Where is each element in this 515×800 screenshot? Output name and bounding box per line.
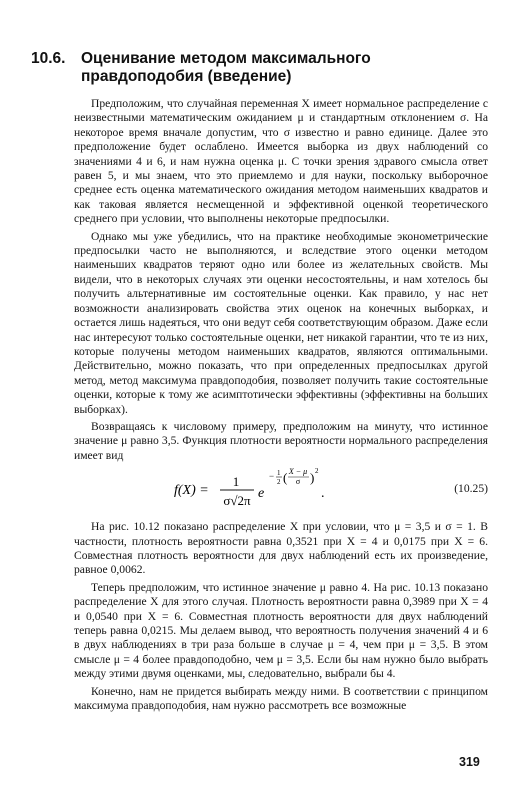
page-number: 319: [459, 755, 480, 769]
paragraph: Возвращаясь к числовому примеру, предположим на минуту, что истинное значение μ равно 3,5. Функция плотности вероятности нормального распределения имеет вид: [74, 419, 488, 462]
equation-number: (10.25): [454, 482, 488, 496]
formula-numerator: 1: [232, 474, 240, 490]
density-formula: [74, 467, 488, 513]
exp-minus: −: [269, 471, 275, 482]
section-number: 10.6.: [31, 50, 66, 67]
formula-graphic: [174, 467, 404, 513]
paragraph: На рис. 10.12 показано распределение X при условии, что μ = 3,5 и σ = 1. В частности, плотность вероятности равна 0,3521 при X = 4 и 0,0175 при X = 6. Совместная плотность вероятности для двух наблюдений есть их произведение, равное 0,0062.: [74, 520, 488, 577]
section-body: [74, 97, 488, 716]
paragraph: Однако мы уже убедились, что на практике необходимые эконометрические предпосылки часто не выполняются, и вследствие этого оценки методом наименьших квадратов теряют одно или более из желательных свойств. Мы видели, что в некоторых случаях эти оценки несостоятельны, и нам хотелось бы получить альтернативные им состоятельные оценки. Как правило, у нас нет возможности анализировать свойства этих оценок на конечных выборках, и остается лишь надеяться, что они ведут себя соответствующим образом. Даже если нас интересуют только состоятельные оценки, нет никакой гарантии, что те из них, которые получены методом наименьших квадратов, являются оптимальными. Действительно, можно показать, что при определенных предпосылках другой метод, метод максимума правдоподобия, позволяет получить такие состоятельные оценки, которые к тому же асимптотически эффективны (эффективны на больших выборках).: [74, 229, 488, 416]
exp-half-num: 1: [277, 469, 281, 478]
paragraph: Теперь предположим, что истинное значение μ равно 4. На рис. 10.13 показано распределение X для этого случая. Плотность вероятности равна 0,3989 при X = 4 и 0,0540 при X = 6. Совместная плотность вероятности для двух наблюдений теперь равна 0,0215. Мы делаем вывод, что вероятность получения значений 4 и 6 в двух наблюдениях в три раза больше в случае μ = 4, чем при μ = 3,5. В этом смысле μ = 4 более правдоподобно, чем μ = 3,5. Если бы нам нужно было выбрать между этими двумя оценками, мы, следовательно, выбрали бы 4.: [74, 580, 488, 681]
exp-inner-den: σ: [295, 477, 301, 487]
exp-inner-num: X − μ: [288, 467, 308, 477]
formula-denominator: σ√2π: [223, 493, 251, 509]
paragraph: Конечно, нам не придется выбирать между ними. В соответствии с принципом максимума правдоподобия, нам нужно рассмотреть все возможные: [74, 684, 488, 713]
formula-exp-base: e: [258, 486, 265, 502]
paragraph: Предположим, что случайная переменная X имеет нормальное распределение с неизвестными математическим ожиданием μ и стандартным отклонением σ. На некоторое время вначале допустим, что σ известно и равно единице. Далее это предположение будет ослаблено. Имеется выборка из двух наблюдений со значениями 4 и 6, и нам нужна оценка μ. С точки зрения здравого смысла ответ равен 5, и мы знаем, что это приемлемо и для науки, поскольку выборочное среднее есть оценка математического ожидания методом наименьших квадратов и как таковая является несмещенной и эффективной оценкой теоретического среднего при условии, что выполнены некоторые предпосылки.: [74, 97, 488, 226]
section-title: Оценивание методом максимального правдоподобия (введение): [81, 50, 371, 85]
formula-lhs: f(X) =: [174, 483, 209, 499]
exp-half-den: 2: [277, 478, 281, 487]
exp-square: 2: [315, 467, 319, 476]
section-heading: [31, 50, 471, 86]
exp-paren-open: (: [283, 470, 288, 486]
exp-paren-close: ): [310, 470, 315, 486]
formula-period: .: [321, 486, 325, 502]
